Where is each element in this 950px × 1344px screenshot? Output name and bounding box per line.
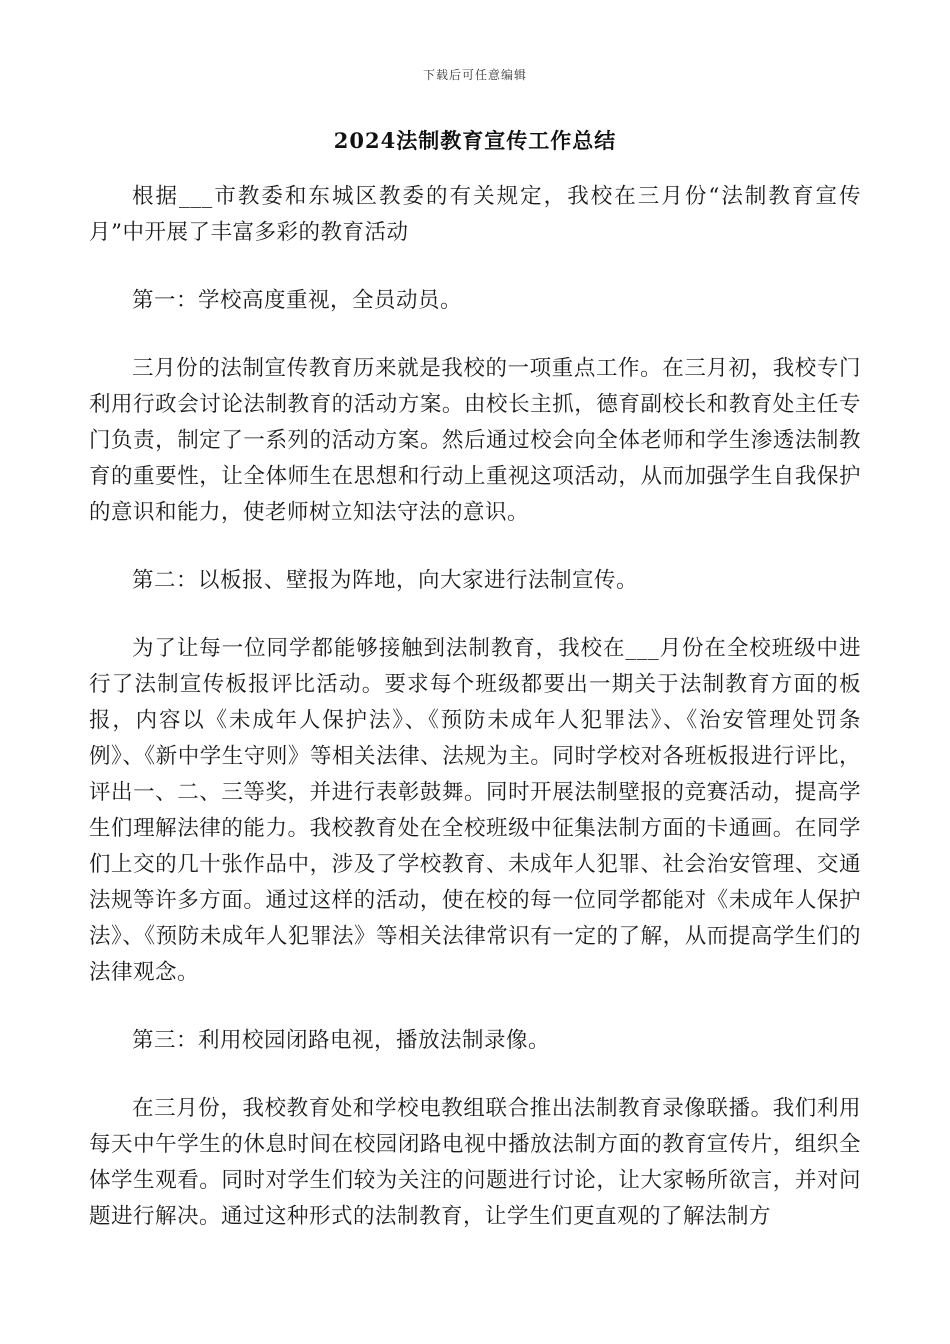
paragraph-second: 为了让每一位同学都能够接触到法制教育，我校在___月份在全校班级中进行了法制宣传板报评比活动。要求每个班级都要出一期关于法制教育方面的板报，内容以《未成年人保护法》、《预防未成年人犯罪法》、《治安管理处罚条例》、《新中学生守则》等相关法律、法规为主。同时学校对各班板报进行评比，评出一、二、三等奖，并进行表彰鼓舞。同时开展法制壁报的竞赛活动，提高学生们理解法律的能力。我校教育处在全校班级中征集法制方面的卡通画。在同学们上交的几十张作品中，涉及了学校教育、未成年人犯罪、社会治安管理、交通法规等许多方面。通过这样的活动，使在校的每一位同学都能对《未成年人保护法》、《预防未成年人犯罪法》等相关法律常识有一定的了解，从而提高学生们的法律观念。 [89, 636, 861, 985]
document-title: 2024法制教育宣传工作总结 [333, 128, 617, 153]
section-heading-second: 第二：以板报、壁报为阵地，向大家进行法制宣传。 [132, 568, 639, 593]
paragraph-first: 三月份的法制宣传教育历来就是我校的一项重点工作。在三月初，我校专门利用行政会讨论法制教育的活动方案。由校长主抓，德育副校长和教育处主任专门负责，制定了一系列的活动方案。然后通过校会向全体老师和学生渗透法制教育的重要性，让全体师生在思想和行动上重视这项活动，从而加强学生自我保护的意识和能力，使老师树立知法守法的意识。 [89, 356, 861, 525]
paragraph-third: 在三月份，我校教育处和学校电教组联合推出法制教育录像联播。我们利用每天中午学生的休息时间在校园闭路电视中播放法制方面的教育宣传片，组织全体学生观看。同时对学生们较为关注的问题进行讨论，让大家畅所欲言，并对问题进行解决。通过这种形式的法制教育，让学生们更直观的了解法制方 [89, 1096, 861, 1229]
paragraph-intro: 根据___市教委和东城区教委的有关规定，我校在三月份“法制教育宣传月”中开展了丰富多彩的教育活动 [89, 184, 861, 245]
section-heading-first: 第一：学校高度重视，全员动员。 [132, 288, 463, 313]
document-body [89, 179, 861, 1267]
page-header-note: 下载后可任意编辑 [422, 68, 527, 82]
section-heading-third: 第三：利用校园闭路电视，播放法制录像。 [132, 1028, 551, 1053]
